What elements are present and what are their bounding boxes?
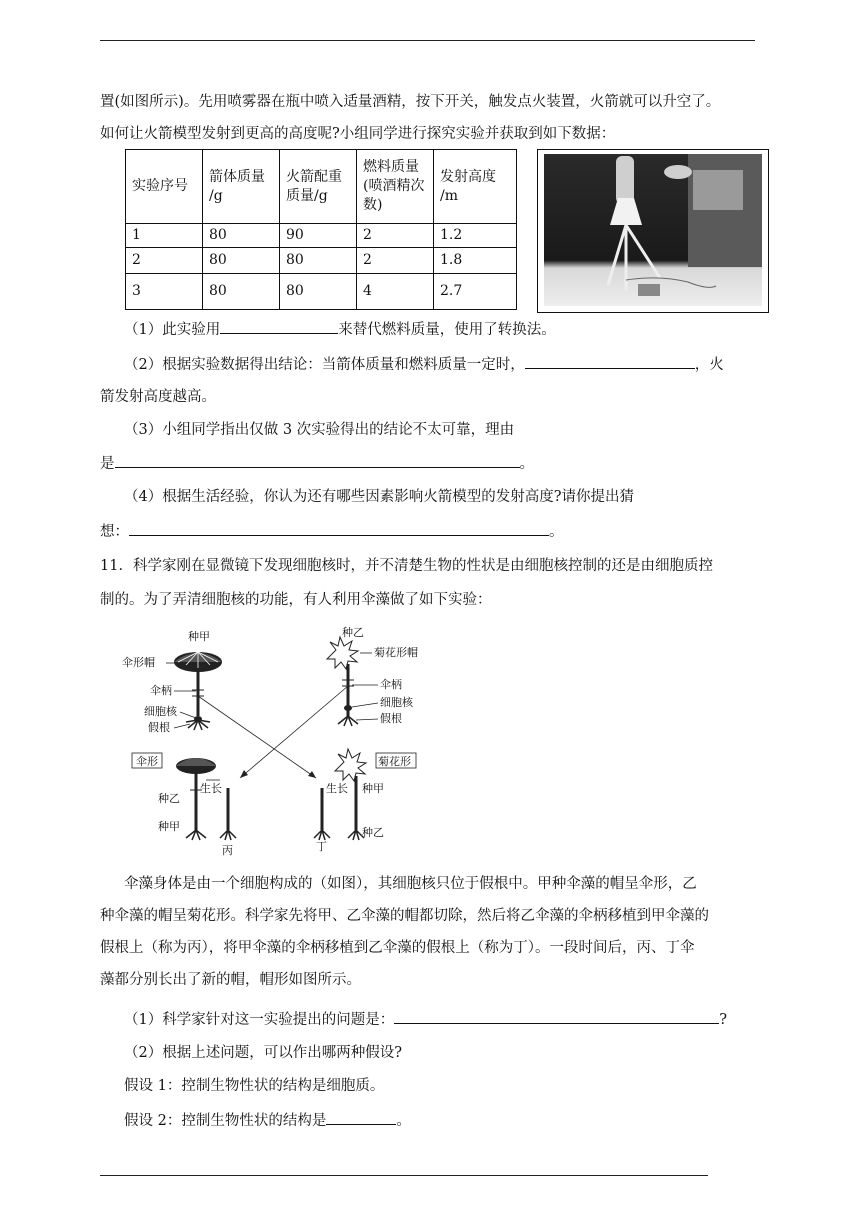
text-line: 置(如图所示)。先用喷雾器在瓶中喷入适量酒精，按下开关，触发点火装置，火箭就可以升空了。 [100, 94, 721, 110]
q10-part2: （2）根据实验数据得出结论：当箭体质量和燃料质量一定时， ，火 [124, 354, 724, 375]
text-line: 箭发射高度越高。 [100, 389, 216, 405]
table-cell: 80 [203, 274, 280, 310]
table-row [126, 248, 517, 274]
table-cell: 90 [280, 224, 357, 248]
q10-part4: （4）根据生活经验，你认为还有哪些因素影响火箭模型的发射高度?请你提出猜 [124, 489, 634, 505]
rocket-photo [537, 149, 769, 313]
hypothesis-2: 假设 2：控制生物性状的结构是 。 [124, 1110, 411, 1131]
table-cell: 2 [126, 248, 203, 274]
q11-part1: （1）科学家针对这一实验提出的问题是： ? [124, 1009, 727, 1030]
q11-stem: 11．科学家刚在显微镜下发现细胞核时，并不清楚生物的性状是由细胞核控制的还是由细胞质控 [100, 558, 713, 574]
figure-label: 生长 [200, 782, 222, 795]
answer-blank[interactable] [394, 1009, 719, 1024]
header-cell: 实验序号 [126, 150, 203, 224]
figure-label: 菊花形 [378, 755, 411, 768]
figure-label: 种乙 [342, 626, 364, 639]
text-line: 制的。为了弄清细胞核的功能，有人利用伞藻做了如下实验： [100, 592, 492, 608]
answer-blank[interactable] [115, 453, 520, 468]
table-row [126, 224, 517, 248]
header-cell: 发射高度 /m [434, 150, 517, 224]
figure-label: 种甲 [362, 782, 384, 795]
table-cell: 1.2 [434, 224, 517, 248]
q10-part4-answer: 想： 。 [100, 521, 564, 542]
figure-label: 种乙 [362, 826, 384, 839]
text-line: 如何让火箭模型发射到更高的高度呢?小组同学进行探究实验并获取到如下数据： [100, 126, 616, 142]
text-line: 种伞藻的帽呈菊花形。科学家先将甲、乙伞藻的帽都切除，然后将乙伞藻的伞柄移植到甲伞藻的 [100, 908, 709, 924]
table-cell: 80 [203, 224, 280, 248]
header-cell: 火箭配重 质量/g [280, 150, 357, 224]
header-cell: 燃料质量 (喷酒精次 数) [357, 150, 434, 224]
figure-label: 菊花形帽 [374, 646, 418, 659]
text-line: 藻都分别长出了新的帽，帽形如图所示。 [100, 972, 361, 988]
figure-label: 种乙 [158, 792, 180, 805]
table-cell: 2 [357, 224, 434, 248]
acetabularia-diagram [108, 620, 438, 860]
figure-label: 种甲 [158, 820, 180, 833]
q10-part3-answer: 是 。 [100, 453, 534, 474]
table-cell: 2 [357, 248, 434, 274]
answer-blank[interactable] [525, 354, 695, 369]
figure-label: 种甲 [188, 630, 210, 643]
text-line: 伞藻身体是由一个细胞构成的（如图），其细胞核只位于假根中。甲种伞藻的帽呈伞形，乙 [124, 876, 697, 892]
figure-label: 生长 [326, 782, 348, 795]
footer-rule [100, 1175, 708, 1176]
q11-part2: （2）根据上述问题，可以作出哪两种假设? [124, 1045, 402, 1061]
figure-label: 伞形帽 [122, 656, 155, 669]
header-rule [100, 40, 755, 41]
figure-label: 丙 [222, 844, 233, 857]
q10-part3: （3）小组同学指出仅做 3 次实验得出的结论不太可靠，理由 [124, 422, 515, 438]
answer-blank[interactable] [129, 521, 549, 536]
table-cell: 1.8 [434, 248, 517, 274]
figure-label: 伞形 [136, 755, 158, 768]
table-cell: 1 [126, 224, 203, 248]
hypothesis-1: 假设 1：控制生物性状的结构是细胞质。 [124, 1078, 385, 1094]
figure-label: 假根 [148, 721, 170, 734]
figure-label: 丁 [316, 840, 327, 853]
table-cell: 80 [280, 248, 357, 274]
plant-bing [176, 758, 216, 840]
data-table [125, 149, 517, 310]
q10-part1: （1）此实验用 来替代燃料质量，使用了转换法。 [124, 319, 556, 340]
answer-blank[interactable] [326, 1110, 396, 1125]
table-row [126, 274, 517, 310]
table-cell: 80 [280, 274, 357, 310]
figure-label: 伞柄 [380, 678, 402, 691]
answer-blank[interactable] [220, 319, 338, 334]
plant-yi [327, 637, 358, 726]
rocket-photo-image [538, 150, 768, 312]
table-header-row [126, 150, 517, 224]
header-cell: 箭体质量 /g [203, 150, 280, 224]
figure-label: 假根 [380, 712, 402, 725]
figure-label: 细胞核 [144, 705, 177, 718]
figure-label: 伞柄 [150, 684, 172, 697]
table-cell: 3 [126, 274, 203, 310]
table-cell: 2.7 [434, 274, 517, 310]
table-cell: 80 [203, 248, 280, 274]
text-line: 假根上（称为丙），将甲伞藻的伞柄移植到乙伞藻的假根上（称为丁）。一段时间后，丙、丁伞 [100, 940, 695, 956]
figure-label: 细胞核 [380, 696, 413, 709]
table-cell: 4 [357, 274, 434, 310]
